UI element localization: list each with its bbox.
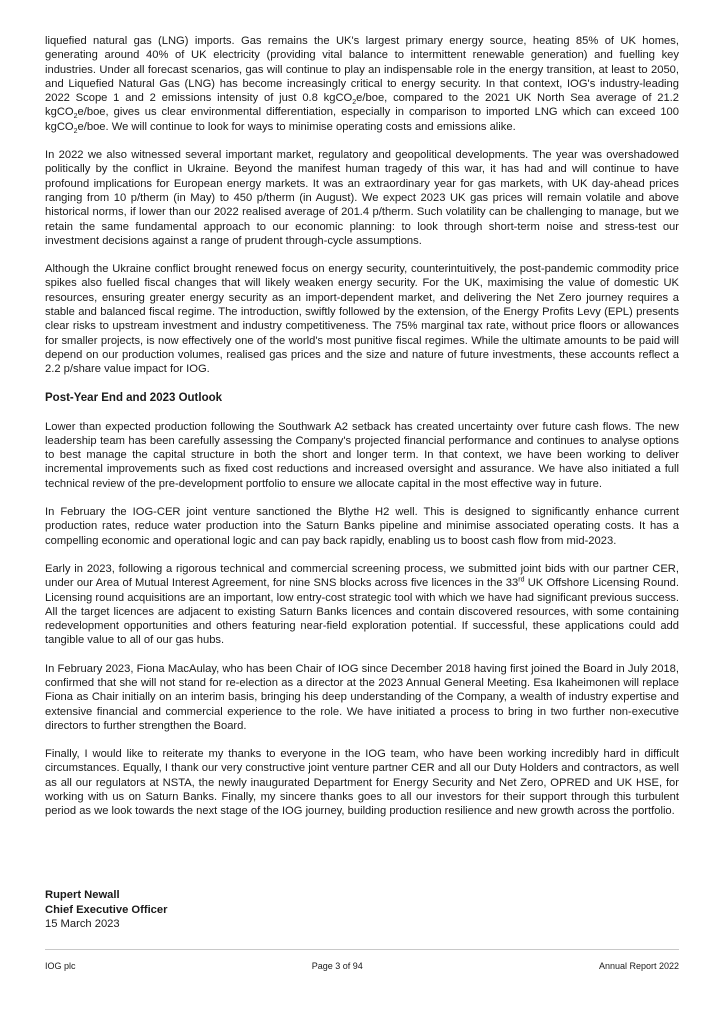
footer-report-title: Annual Report 2022 xyxy=(598,961,679,971)
signature-date: 15 March 2023 xyxy=(45,918,120,930)
paragraph-lng-emissions: liquefied natural gas (LNG) imports. Gas remains the UK's largest primary energy source, heating 85% of UK homes, generating around 40% of UK electricity (providing vital balance to intermittent renewable generation) and fuelling key industries. Under all forecast scenarios, gas will continue to play an indispensable role in the energy transition, at least to 2050, and Liquefied Natural Gas (LNG) has become increasingly critical to energy security. In that context, IOG's industry-leading 2022 Scope 1 and 2 emissions intensity of just 0.8 kgCO$_2$e/boe, compared to the 2021 UK North Sea average of 21.2 kgCO$_2$e/boe, gives us clear environmental differentiation, especially in comparison to imported LNG which can exceed 100 kgCO$_2$e/boe. We will continue to look for ways to minimise operating costs and emissions alike. xyxy=(45,35,680,136)
paragraph-production-outlook: Lower than expected production following the Southwark A2 setback has created uncertainty over future cash flows. The new leadership team has been carefully assessing the Company's projected financial performance and continues to analyse options to best manage the capital structure in both the short and longer term. In that context, we have been working to deliver incremental improvements such as fixed cost reductions and increased oversight and assurance. We have also initiated a full technical review of the pre-development portfolio to ensure we allocate capital in the most effective way in future. xyxy=(45,420,679,490)
paragraph-thanks: Finally, I would like to reiterate my thanks to everyone in the IOG team, who have been working incredibly hard in difficult circumstances. Equally, I thank our very constructive joint venture partner CER and all our Duty Holders and contractors, as well as all our regulators at NSTA, the newly inaugurated Department for Energy Security and Net Zero, OPRED and UK HSE, for working with us on Saturn Banks. Finally, my sincere thanks goes to all our investors for their support through this turbulent period as we look towards the next stage of the IOG journey, building production resilience and new growth across the portfolio. xyxy=(45,748,679,818)
footer-page-number: Page 3 of 94 xyxy=(311,961,363,971)
signatory-title: Chief Executive Officer xyxy=(45,903,168,916)
page-footer xyxy=(45,961,679,971)
paragraph-blythe-h2: In February the IOG-CER joint venture sanctioned the Blythe H2 well. This is designed to significantly enhance current production rates, reduce water production into the Saturn Banks pipeline and minimise associated operating costs. It has a compelling economic and operational logic and can pay back rapidly, enabling us to boost cash flow from mid-2023. xyxy=(45,506,679,547)
paragraph-market-developments: In 2022 we also witnessed several important market, regulatory and geopolitical developments. The year was overshadowed politically by the conflict in Ukraine. Beyond the manifest human tragedy of this war, it has had and will continue to have profound implications for European energy markets. It was an extraordinary year for gas markets, with UK day-ahead prices ranging from 10 p/therm (in May) to 450 p/therm (in August). We expect 2023 UK gas prices will remain volatile and above historical norms, if lower than our 2022 realised average of 201.4 p/therm. Such volatility can be challenging to manage, but we retain the same fundamental approach to our economic planning: to look through short-term noise and stress-test our investment decisions against a range of prudent through-cycle assumptions. xyxy=(45,149,679,247)
page-body xyxy=(45,34,679,833)
footer-divider xyxy=(45,949,679,950)
paragraph-fiscal-regime: Although the Ukraine conflict brought renewed focus on energy security, counterintuitively, the post-pandemic commodity price spikes also fuelled fiscal changes that will likely weaken energy security. For the UK, maximising the value of domestic UK resources, ensuring greater energy security as an import-dependent market, and delivering the Net Zero journey requires a stable and balanced fiscal regime. The introduction, swiftly followed by the extension, of the Energy Profits Levy (EPL) presents clear risks to upstream investment and industry competitiveness. The 75% marginal tax rate, without price floors or allowances for smaller projects, is now effectively one of the world's most punitive fiscal regimes. While the ultimate amounts to be paid will depend on our production volumes, realised gas prices and the size and nature of future investments, these accounts reflect a 2.2 p/share value impact for IOG. xyxy=(45,263,679,376)
signatory-name: Rupert Newall xyxy=(45,889,120,901)
footer-company: IOG plc xyxy=(45,961,76,971)
section-heading: Post-Year End and 2023 Outlook xyxy=(45,391,223,404)
paragraph-licensing-round: Early in 2023, following a rigorous technical and commercial screening process, we submitted joint bids with our partner CER, under our Area of Mutual Interest Agreement, for nine SNS blocks across five licences in the 33rd UK Offshore Licensing Round. Licensing round acquisitions are an important, low entry-cost strategic tool with which we have had significant previous success. All the target licences are adjacent to existing Saturn Banks licences and contain discovered resources, with some containing redevelopment opportunities and others featuring near-field exploration potential. If successful, these applications could add tangible value to all of our gas hubs. xyxy=(45,562,679,647)
signature-block xyxy=(45,888,167,932)
paragraph-board-changes: In February 2023, Fiona MacAulay, who has been Chair of IOG since December 2018 having first joined the Board in July 2018, confirmed that she will not stand for re-election as a director at the 2023 Annual General Meeting. Esa Ikaheimonen will replace Fiona as Chair initially on an interim basis, bringing his deep understanding of the Company, a wealth of industry expertise and extensive financial and commercial experience to the role. We have initiated a process to bring in two further non-executive directors to further strengthen the Board. xyxy=(45,662,679,732)
